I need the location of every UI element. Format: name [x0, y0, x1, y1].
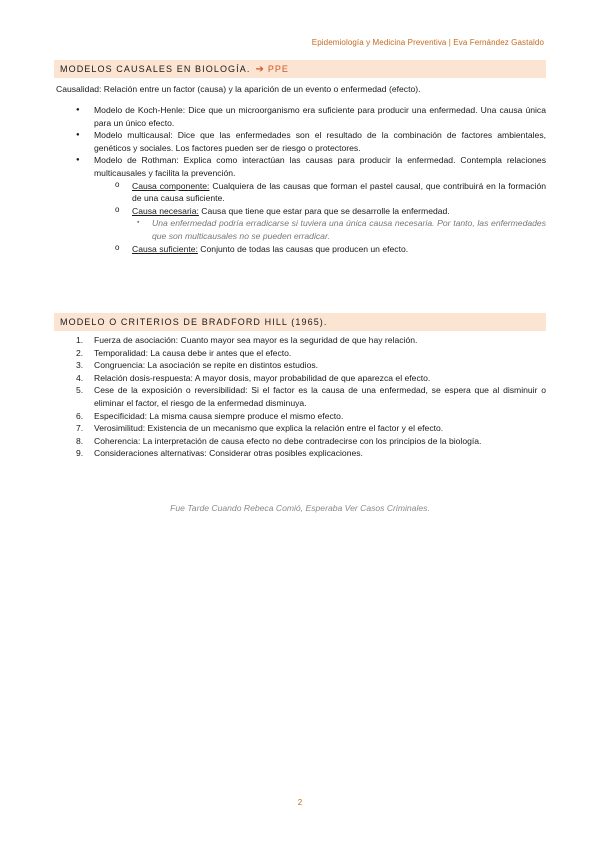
list-item: 8. Coherencia: La interpretación de causa efecto no debe contradecirse con los principios de la biología. [76, 435, 482, 446]
section-heading-bradford-hill [54, 313, 546, 331]
section-tag: PPE [267, 64, 289, 74]
term-label: Causa necesaria: [132, 205, 199, 216]
rothman-causes-list [94, 180, 546, 256]
list-item: ● Modelo de Rothman: Explica como interactúan las causas para producir la enfermedad. Contempla relaciones multicausales y facilita la prevención. o Causa componente: Cualquiera de las causas que forman el pastel causal, que contribuirá en la formación de una causa suficiente. o Causa necesaria: Causa que tiene que estar para que se desarrolle la enfermedad. ▪ Una enfermedad podría erradicarse si tuviera una única causa necesaria. Por tanto, las enfermedades que son multicausales no se pueden erradicar. o Causa suficiente: Conjunto de todas las causas que producen un efecto. [56, 154, 546, 255]
list-item: ● Modelo multicausal: Dice que las enfermedades son el resultado de la combinación de factores ambientales, genéticos y sociales. Los factores pueden ser de riesgo o protectores. [56, 129, 546, 154]
list-item: 6. Especificidad: La misma causa siempre produce el mismo efecto. [76, 410, 344, 421]
list-item: ● Modelo de Koch-Henle: Dice que un microorganismo era suficiente para producir una enfermedad. Una causa única para un único efecto. [56, 104, 546, 129]
list-item: o Causa suficiente: Conjunto de todas las causas que producen un efecto. [94, 243, 546, 256]
causal-models-list [56, 104, 546, 255]
note-list [132, 217, 546, 242]
list-item: 5. Cese de la exposición o reversibilidad: Si el factor es la causa de una enfermedad, se espera que al disminuir o eliminar el factor, el riesgo de la enfermedad disminuya. [76, 385, 546, 408]
note: ▪ Una enfermedad podría erradicarse si tuviera una única causa necesaria. Por tanto, las enfermedades que son multicausales no se pueden erradicar. [132, 217, 546, 242]
term-label: Causa suficiente: [132, 243, 198, 254]
page-number: 2 [297, 798, 303, 807]
list-item: 4. Relación dosis-respuesta: A mayor dosis, mayor probabilidad de que aparezca el efecto. [76, 372, 431, 383]
mnemonic: Fue Tarde Cuando Rebeca Comió, Esperaba Ver Casos Criminales. [170, 503, 430, 513]
arrow-right-icon: ➔ [255, 63, 264, 75]
list-item: o Causa necesaria: Causa que tiene que estar para que se desarrolle la enfermedad. ▪ Una enfermedad podría erradicarse si tuviera una única causa necesaria. Por tanto, las enfermedades que son multicausales no se pueden erradicar. [94, 205, 546, 243]
section-heading-causal-models [54, 60, 546, 78]
section-title: MODELO O CRITERIOS DE BRADFORD HILL (1965). [60, 317, 328, 327]
section-title: MODELOS CAUSALES EN BIOLOGÍA. [60, 64, 251, 74]
list-item: o Causa componente: Cualquiera de las causas que forman el pastel causal, que contribuirá en la formación de una causa suficiente. [94, 180, 546, 205]
list-item: 1. Fuerza de asociación: Cuanto mayor sea mayor es la seguridad de que hay relación. [76, 335, 418, 345]
list-item: 3. Congruencia: La asociación se repite en distintos estudios. [76, 360, 319, 371]
list-item: 9. Consideraciones alternativas: Considerar otras posibles explicaciones. [76, 448, 363, 459]
causality-definition: Causalidad: Relación entre un factor (causa) y la aparición de un evento o enfermedad (efecto). [56, 84, 421, 94]
list-item: 7. Verosimilitud: Existencia de un mecanismo que explica la relación entre el factor y el efecto. [76, 423, 444, 434]
term-label: Causa componente: [132, 180, 210, 191]
list-item: 2. Temporalidad: La causa debe ir antes que el efecto. [76, 347, 292, 358]
bradford-hill-criteria-list [56, 334, 546, 460]
running-header: Epidemiología y Medicina Preventiva | Eva Fernández Gastaldo [311, 38, 544, 47]
